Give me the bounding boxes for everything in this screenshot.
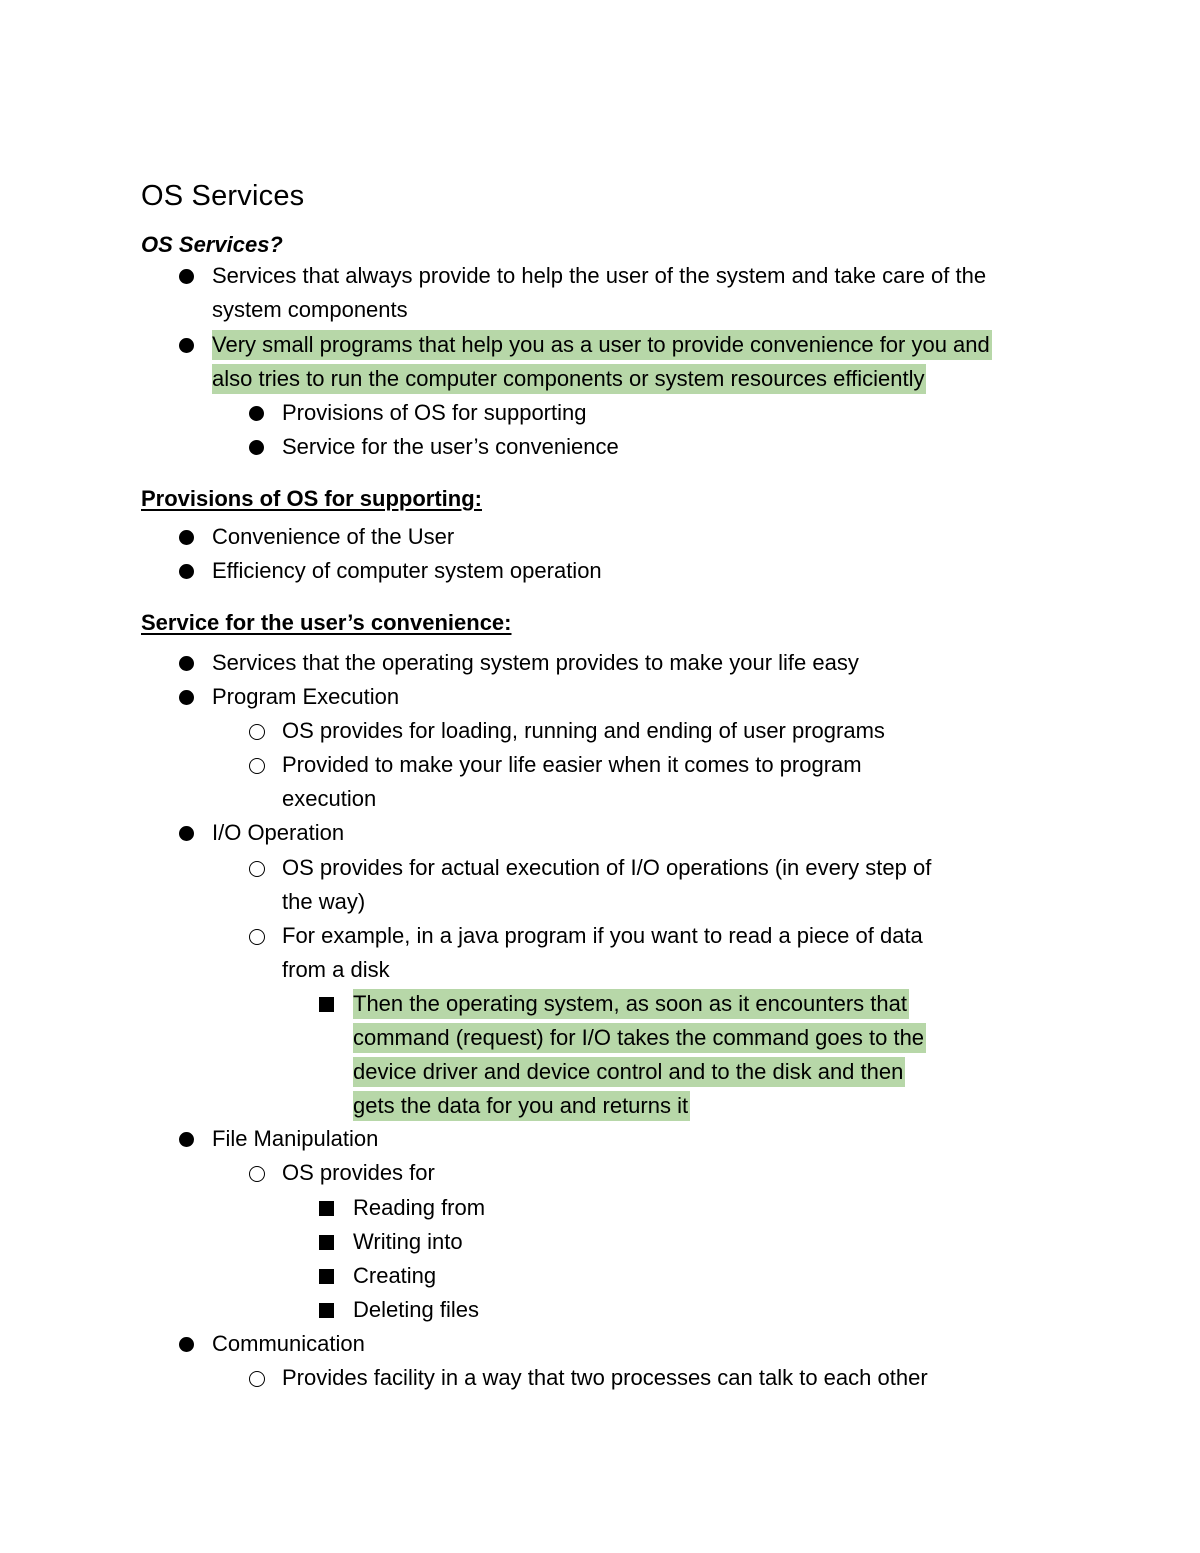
highlighted-text: Then the operating system, as soon as it encounters that: [353, 989, 909, 1019]
list-item-text: I/O Operation: [212, 820, 345, 845]
list-item: [212, 646, 859, 680]
list-item-text: Reading from: [353, 1195, 486, 1220]
intro-heading: OS Services?: [141, 232, 283, 257]
list-item-text: Service for the user’s convenience: [282, 434, 619, 459]
list-item-text: Efficiency of computer system operation: [212, 558, 602, 583]
convenience-heading: Service for the user’s convenience:: [141, 610, 512, 635]
bullet-disc-icon: [177, 520, 197, 554]
list-item: [353, 1259, 436, 1293]
bullet-square-icon: [318, 987, 338, 1021]
list-item-text: File Manipulation: [212, 1126, 379, 1151]
list-item: [282, 714, 885, 748]
list-item: [212, 1122, 378, 1156]
bullet-disc-icon: [177, 328, 197, 362]
bullet-square-icon: [318, 1259, 338, 1293]
list-item: [212, 259, 986, 293]
list-item: [282, 851, 931, 885]
list-item-text: Provided to make your life easier when it comes to program: [282, 752, 862, 777]
bullet-square-icon: [318, 1191, 338, 1225]
bullet-disc-icon: [177, 554, 197, 588]
bullet-disc-icon: [177, 646, 197, 680]
highlighted-text: Very small programs that help you as a user to provide convenience for you and: [212, 330, 992, 360]
list-item: [282, 396, 586, 430]
list-item: [353, 1191, 485, 1225]
list-item-continuation: [282, 885, 365, 919]
bullet-disc-icon: [247, 430, 267, 464]
list-item-continuation: [212, 362, 926, 396]
bullet-disc-icon: [247, 396, 267, 430]
list-item-text: Communication: [212, 1331, 365, 1356]
bullet-circle-icon: [247, 748, 267, 782]
list-item-text: system components: [212, 297, 408, 322]
list-item-text: Provides facility in a way that two processes can talk to each other: [282, 1365, 928, 1390]
bullet-disc-icon: [177, 1122, 197, 1156]
bullet-square-icon: [318, 1225, 338, 1259]
list-item-text: Provisions of OS for supporting: [282, 400, 587, 425]
list-item-continuation: [353, 1055, 905, 1089]
list-item-continuation: [353, 1021, 926, 1055]
highlighted-text: device driver and device control and to the disk and then: [353, 1057, 905, 1087]
list-item-text: Creating: [353, 1263, 437, 1288]
list-item-continuation: [282, 953, 390, 987]
list-item-text: Convenience of the User: [212, 524, 455, 549]
list-item-text: execution: [282, 786, 377, 811]
bullet-disc-icon: [177, 1327, 197, 1361]
list-item: [282, 1361, 928, 1395]
highlighted-text: also tries to run the computer components or system resources efficiently: [212, 364, 926, 394]
list-item-text: Program Execution: [212, 684, 400, 709]
list-item-text: Services that always provide to help the user of the system and take care of the: [212, 263, 987, 288]
list-item-text: Services that the operating system provides to make your life easy: [212, 650, 859, 675]
page-title: OS Services: [141, 180, 305, 212]
bullet-circle-icon: [247, 851, 267, 885]
list-item-continuation: [282, 782, 376, 816]
list-item-highlighted: [353, 987, 909, 1021]
bullet-circle-icon: [247, 714, 267, 748]
list-item-text: Deleting files: [353, 1297, 479, 1322]
list-item-text: Writing into: [353, 1229, 463, 1254]
bullet-circle-icon: [247, 1361, 267, 1395]
list-item: [353, 1293, 479, 1327]
list-item: [282, 1156, 435, 1190]
list-item: [282, 430, 619, 464]
bullet-circle-icon: [247, 1156, 267, 1190]
bullet-disc-icon: [177, 259, 197, 293]
list-item-highlighted: [212, 328, 992, 362]
highlighted-text: command (request) for I/O takes the command goes to the: [353, 1023, 926, 1053]
provisions-heading: Provisions of OS for supporting:: [141, 486, 482, 511]
bullet-disc-icon: [177, 816, 197, 850]
bullet-circle-icon: [247, 919, 267, 953]
list-item-text: the way): [282, 889, 366, 914]
list-item: [212, 816, 344, 850]
list-item-continuation: [353, 1089, 690, 1123]
list-item: [212, 520, 454, 554]
list-item: [282, 748, 862, 782]
list-item-text: OS provides for loading, running and ending of user programs: [282, 718, 885, 743]
list-item: [212, 554, 602, 588]
list-item: [212, 680, 399, 714]
list-item-continuation: [212, 293, 408, 327]
list-item-text: OS provides for actual execution of I/O operations (in every step of: [282, 855, 932, 880]
list-item-text: OS provides for: [282, 1160, 435, 1185]
list-item: [353, 1225, 463, 1259]
list-item: [212, 1327, 365, 1361]
bullet-disc-icon: [177, 680, 197, 714]
list-item-text: For example, in a java program if you want to read a piece of data: [282, 923, 923, 948]
list-item: [282, 919, 923, 953]
highlighted-text: gets the data for you and returns it: [353, 1091, 690, 1121]
bullet-square-icon: [318, 1293, 338, 1327]
list-item-text: from a disk: [282, 957, 390, 982]
